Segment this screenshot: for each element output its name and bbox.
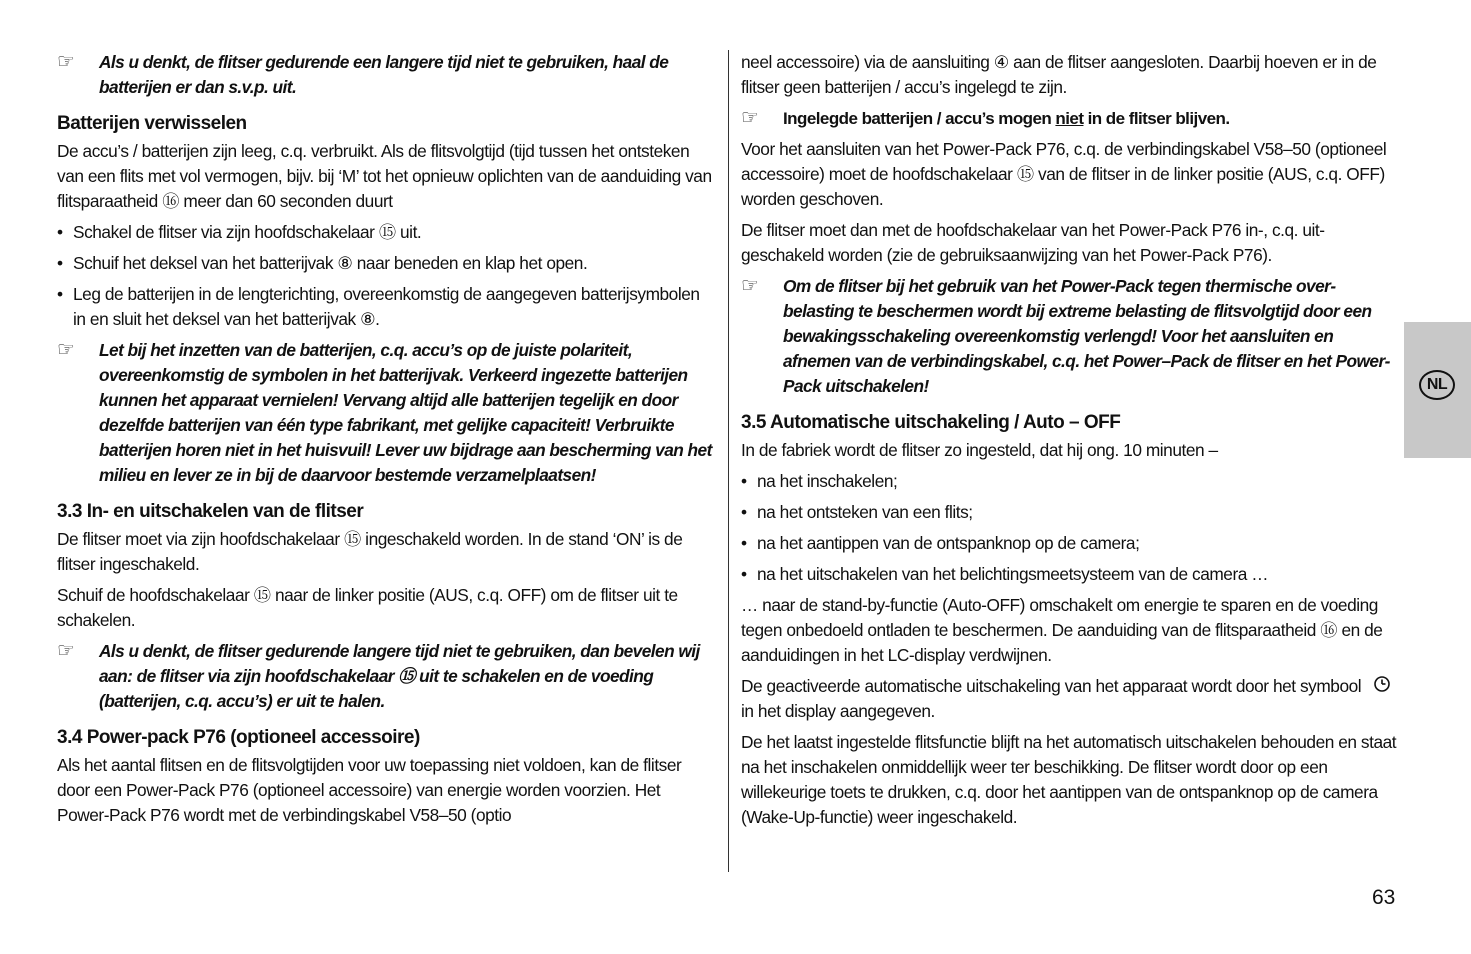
list-item [741,562,1401,587]
page-number: 63 [1372,886,1396,909]
power-pack-continued-paragraph: neel accessoire) via de aansluiting ④ aan de flitser aangesloten. Daarbij hoeven er in de flitser geen batterijen / accu’s ingelegd te zijn. [741,52,1377,97]
note-text: Als u denkt, de flitser gedurende een langere tijd niet te gebruiken, haal de batterijen er dan s.v.p. uit. [99,52,669,97]
list-item [57,220,715,245]
pointing-hand-icon: ☞ [57,339,75,361]
note-batteries-not-inside [741,106,1401,131]
bullet-icon: • [57,222,63,242]
note-polarity [57,338,715,488]
power-pack-switch-paragraph: De flitser moet dan met de hoofdschakelaar van het Power-Pack P76 in-, c.q. uitgeschakeld worden (zie de gebruiksaanwijzing van het Power-Pack P76). [741,220,1326,265]
note-switch-off [57,639,715,714]
section-3-3-heading: 3.3 In- en uitschakelen van de flitser [57,501,364,522]
bullet-icon: • [741,564,747,584]
list-item-text: Schuif het deksel van het batterijvak ⑧ naar beneden en klap het open. [73,253,588,273]
section-3-3-paragraph-1: De flitser moet via zijn hoofdschakelaar ⑮ ingeschakeld worden. In de stand ‘ON’ is de flitser ingeschakeld. [57,529,683,574]
left-column [57,50,715,834]
replace-batteries-intro: De accu’s / batterijen zijn leeg, c.q. verbruikt. Als de flitsvolgtijd (tijd tussen het ontsteken van een flits met vol vermogen, bijv. bij ‘M’ tot het opnieuw oplichten van de aanduiding van flitsparaatheid ⑯ meer dan 60 seconden duurt [57,141,712,211]
symbol-text-start: De geactiveerde automatische uitschakeling van het apparaat wordt door het symbool [741,676,1362,696]
list-item [57,282,715,332]
section-3-5-intro: In de fabriek wordt de flitser zo ingesteld, dat hij ong. 10 minuten – [741,440,1218,460]
bullet-icon: • [57,284,63,304]
right-column [741,50,1401,836]
pointing-hand-icon: ☞ [741,275,759,297]
section-3-5-heading: 3.5 Automatische uitschakeling / Auto – OFF [741,412,1121,433]
list-item-text: na het uitschakelen van het belichtingsmeetsysteem van de camera … [757,564,1269,584]
note-text: Om de flitser bij het gebruik van het Power-Pack tegen thermische overbelasting te beschermen wordt bij extreme belasting de flitsvolgtijd door een bewakingsschakeling overeenkomstig verlengd! Voor het aansluiten en afnemen van de verbindingskabel, c.q. het Power–Pack de flitser en het Power-Pack uitschakelen! [783,276,1390,396]
list-item-text: na het inschakelen; [757,471,898,491]
replace-batteries-heading: Batterijen verwisselen [57,113,247,134]
note-text: Let bij het inzetten van de batterijen, c.q. accu’s op de juiste polariteit, overeenkomstig de symbolen in het batterijvak. Verkeerd ingezette batterijen kunnen het apparaat vernielen! Vervang altijd alle batterijen tegelijk en door dezelfde batterijen van één type fabrikant, met gelijke capaciteit! Verbruikte batterijen horen niet in het huisvuil! Lever uw bijdrage aan bescherming van het milieu en lever ze in bij de daarvoor bestemde verzamelplaatsen! [99,340,712,485]
auto-off-symbol-paragraph [741,674,1401,724]
auto-off-clock-icon [1372,674,1392,694]
pointing-hand-icon: ☞ [57,640,75,662]
note-thermal-overload [741,274,1401,399]
symbol-text-end: in het display aangegeven. [741,701,935,721]
bullet-icon: • [741,533,747,553]
note-remove-batteries [57,50,715,100]
bullet-icon: • [741,471,747,491]
wake-up-paragraph: De het laatst ingestelde flitsfunctie blijft na het automatisch uitschakelen behouden en staat na het inschakelen onmiddellijk weer ter beschikking. De flitser wordt door op een willekeurige toets te drukken, c.q. door het aantippen van de ontspanknop op de camera (Wake-Up-functie) weer ingeschakeld. [741,732,1397,827]
column-divider [728,50,729,872]
standby-paragraph: … naar de stand-by-functie (Auto-OFF) omschakelt om energie te sparen en de voeding tegen onbedoeld ontladen te beschermen. De aanduiding van de flitsparaatheid ⑯ en de aanduidingen in het LC-display verdwijnen. [741,595,1383,665]
note-text-emphasis: niet [1055,109,1084,128]
pointing-hand-icon: ☞ [741,107,759,129]
section-3-4-paragraph-1: Als het aantal flitsen en de flitsvolgtijden voor uw toepassing niet voldoen, kan de flitser door een Power-Pack P76 (optioneel accessoire) van energie worden voorzien. Het Power-Pack P76 wordt met de verbindingskabel V58–50 (optio [57,755,682,825]
section-3-4-heading: 3.4 Power-pack P76 (optioneel accessoire) [57,727,420,748]
language-badge: NL [1419,370,1455,400]
list-item-text: na het ontsteken van een flits; [757,502,973,522]
pointing-hand-icon: ☞ [57,51,75,73]
list-item-text: Schakel de flitser via zijn hoofdschakelaar ⑮ uit. [73,222,422,242]
note-text: Als u denkt, de flitser gedurende langere tijd niet te gebruiken, dan bevelen wij aan: de flitser via zijn hoofdschakelaar ⑮ uit te schakelen en de voeding (batterijen, c.q. accu’s) er uit te halen. [99,641,700,711]
note-text-start: Ingelegde batterijen / accu’s mogen [783,109,1056,128]
list-item-text: Leg de batterijen in de lengterichting, overeenkomstig de aangegeven batterijsymbolen in en sluit het deksel van het batterijvak ⑧. [73,284,700,329]
list-item [57,251,715,276]
section-3-3-paragraph-2: Schuif de hoofdschakelaar ⑮ naar de linker positie (AUS, c.q. OFF) om de flitser uit te schakelen. [57,585,678,630]
language-tab [1404,322,1471,458]
list-item [741,469,1401,494]
note-text-end: in de flitser blijven. [1083,109,1230,128]
power-pack-connect-paragraph: Voor het aansluiten van het Power-Pack P76, c.q. de verbindingskabel V58–50 (optioneel accessoire) moet de hoofdschakelaar ⑮ van de flitser in de linker positie (AUS, c.q. OFF) worden geschoven. [741,139,1387,209]
list-item [741,531,1401,556]
bullet-icon: • [57,253,63,273]
list-item [741,500,1401,525]
list-item-text: na het aantippen van de ontspanknop op de camera; [757,533,1140,553]
bullet-icon: • [741,502,747,522]
